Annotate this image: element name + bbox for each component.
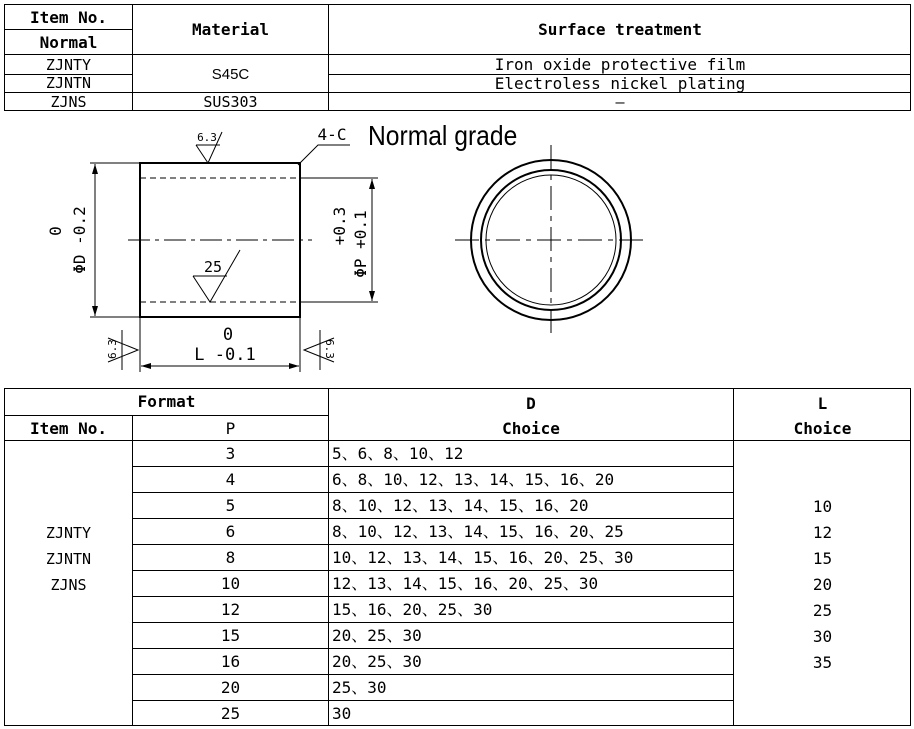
p-value: 15 — [220, 625, 241, 645]
l-choice: 12 — [812, 523, 833, 542]
l-choice: 35 — [812, 653, 833, 672]
grade-title: Normal grade — [368, 120, 518, 151]
p-value: 8 — [225, 547, 236, 567]
d-choices: 5、6、8、10、12 — [332, 443, 464, 463]
item-no: ZJNS — [50, 575, 87, 594]
header-p: P — [225, 419, 236, 438]
d-choices: 30 — [332, 703, 352, 723]
l-choice: 20 — [812, 575, 833, 594]
header-surface-treatment: Surface treatment — [538, 20, 702, 39]
d-choices: 15、16、20、25、30 — [332, 599, 493, 619]
p-value: 10 — [220, 573, 241, 593]
row-item: ZJNS — [50, 92, 87, 111]
row-surface: Iron oxide protective film — [494, 55, 746, 74]
dimension-label: L -0.1 — [194, 344, 256, 365]
d-choices: 8、10、12、13、14、15、16、20 — [332, 495, 589, 515]
dimension-label: ΦD -0.2 — [70, 206, 89, 274]
row-item: ZJNTN — [45, 74, 92, 92]
roughness-label: 6.3 — [105, 339, 119, 359]
header-format: Format — [137, 392, 196, 411]
chamfer-leader — [298, 145, 350, 165]
dimension-label: +0.3 — [330, 206, 349, 246]
roughness-label: 6.3 — [197, 130, 217, 144]
p-value: 16 — [220, 651, 241, 671]
d-choices: 25、30 — [332, 677, 387, 697]
d-choices: 20、25、30 — [332, 651, 422, 671]
p-value: 3 — [225, 443, 236, 463]
l-choice: 25 — [812, 601, 833, 620]
p-value: 25 — [220, 703, 241, 723]
header-l-choice: Choice — [793, 419, 852, 438]
row-material: SUS303 — [203, 92, 258, 111]
header-d-choice: Choice — [502, 419, 560, 438]
header-item-no: Item No. — [29, 419, 108, 438]
l-choice: 30 — [812, 627, 833, 646]
d-choices: 12、13、14、15、16、20、25、30 — [332, 573, 599, 593]
dimension-label: 0 — [46, 226, 65, 236]
header-item-no: Item No. — [29, 8, 108, 27]
roughness-label: 25 — [203, 257, 223, 276]
d-choices: 6、8、10、12、13、14、15、16、20 — [332, 469, 615, 489]
dimension-label: ΦP +0.1 — [351, 210, 370, 278]
p-value: 20 — [220, 677, 241, 697]
dimension-label: 0 — [222, 324, 234, 345]
header-d: D — [526, 394, 536, 413]
header-l: L — [817, 394, 828, 413]
p-value: 12 — [220, 599, 241, 619]
p-value: 5 — [225, 495, 236, 515]
d-choices: 10、12、13、14、15、16、20、25、30 — [332, 547, 634, 567]
item-no: ZJNTY — [45, 523, 92, 542]
d-choices: 20、25、30 — [332, 625, 422, 645]
row-surface: Electroless nickel plating — [494, 73, 746, 93]
roughness-label: 6.3 — [323, 339, 337, 359]
p-value: 4 — [225, 469, 236, 489]
header-material: Material — [191, 20, 270, 39]
l-choice: 10 — [812, 497, 833, 516]
l-choice: 15 — [812, 549, 833, 568]
header-normal: Normal — [39, 33, 98, 52]
row-material: S45C — [211, 65, 250, 83]
p-value: 6 — [225, 521, 236, 541]
row-item: ZJNTY — [45, 55, 92, 74]
row-surface: – — [615, 92, 625, 111]
chamfer-label: 4-C — [317, 125, 347, 144]
item-no: ZJNTN — [45, 549, 92, 568]
d-choices: 8、10、12、13、14、15、16、20、25 — [332, 521, 624, 541]
